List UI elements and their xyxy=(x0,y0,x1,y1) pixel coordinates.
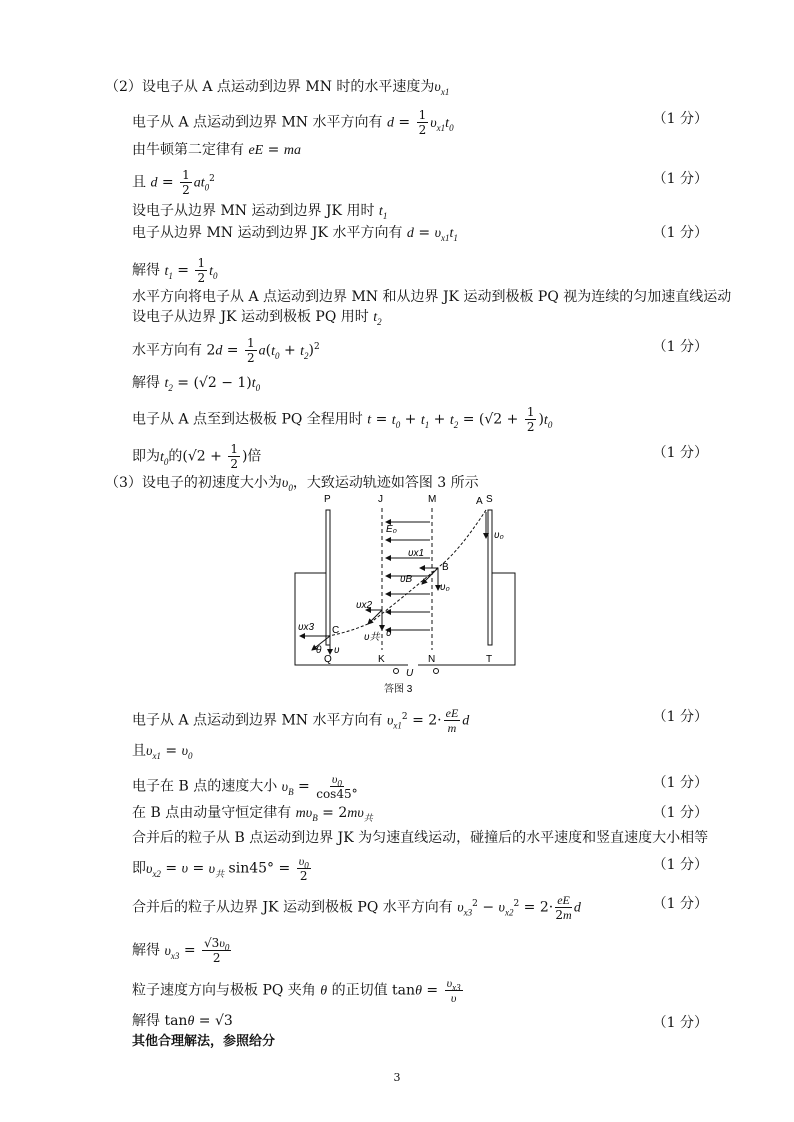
eq-tan-def: 粒子速度方向与极板 PQ 夹角 θ 的正切值 tanθ = $\frac{\upsilon_{x3}}{\upsilon}$ xyxy=(132,976,461,1005)
label-v: υ xyxy=(386,628,392,639)
eq-merged-jk-pq: 合并后的粒子从边界 JK 运动到极板 PQ 水平方向有 $\upsilon_{x3}^2 - \upsilon_{x2}^2 = 2\cdot$ $\frac{eE}{2m}$ d xyxy=(132,893,581,922)
score-1: （1 分） xyxy=(652,111,708,127)
label-v0-a: υ₀ xyxy=(494,530,504,541)
label-k: K xyxy=(378,654,385,665)
eq-total-time: 电子从 A 点至到达极板 PQ 全程用时 $t = t_0 + t_1 + t_2 = (√2$ + $\frac{1}{2}$ )$t_0$ xyxy=(132,405,553,434)
trajectory xyxy=(328,510,486,636)
label-vx1: υx1 xyxy=(408,548,425,559)
set-t2: 设电子从边界 JK 运动到极板 PQ 用时 $t_2$ xyxy=(132,309,382,327)
score-8: （1 分） xyxy=(652,805,708,821)
label-v0-b: υ₀ xyxy=(440,582,450,593)
figure-caption: 答图 3 xyxy=(384,684,413,695)
score-6: （1 分） xyxy=(652,709,708,725)
label-b: B xyxy=(442,562,449,573)
set-t1: 设电子从边界 MN 运动到边界 JK 用时 $t_1$ xyxy=(132,203,388,221)
label-vx3: υx3 xyxy=(298,622,315,633)
arrow-vgong xyxy=(368,610,382,624)
eq-vb: 电子在 B 点的速度大小 $\upsilon_B$ = $\frac{\upsilon_0}{\cos 45^\circ}$ xyxy=(132,772,358,801)
part3-intro: （3）设电子的初速度大小为$\upsilon_0$，大致运动轨迹如答图 3 所示 xyxy=(105,475,479,493)
ie-times: 即为$t_0$的(√2 + $\frac{1}{2}$ )倍 xyxy=(132,442,262,471)
eq-p3-mn: 电子从 A 点运动到边界 MN 水平方向有 $\upsilon_{x1}^2 = 2\cdot$ $\frac{eE}{m}$ d xyxy=(132,706,470,735)
label-u: U xyxy=(406,668,414,679)
figure-svg xyxy=(290,490,520,700)
score-2: （1 分） xyxy=(652,171,708,187)
label-q: Q xyxy=(324,654,332,665)
label-v-c: υ xyxy=(334,645,340,656)
solve-t2: 解得 $t_2 = (√2 - 1)t_0$ xyxy=(132,375,261,393)
eq-mn-horizontal: 电子从 A 点运动到边界 MN 水平方向有 d = $\frac{1}{2}$ $\upsilon_{x1}t_0$ xyxy=(132,108,454,137)
merged-desc: 合并后的粒子从 B 点运动到边界 JK 为匀速直线运动，碰撞后的水平速度和竖直速度大小相等 xyxy=(132,830,709,846)
score-10: （1 分） xyxy=(652,896,708,912)
plate-pq xyxy=(326,510,330,645)
label-j: J xyxy=(378,494,383,505)
eq-newton: 由牛顿第二定律有 eE = ma xyxy=(132,142,301,158)
label-vb: υB xyxy=(400,574,413,585)
terminal-left xyxy=(394,669,399,674)
part2-intro: （2）设电子从 A 点运动到边界 MN 时的水平速度为$\upsilon_{x1}$ xyxy=(105,79,450,97)
solve-tan: 解得 tanθ = √3 xyxy=(132,1013,233,1029)
label-s: S xyxy=(486,494,493,505)
score-7: （1 分） xyxy=(652,775,708,791)
label-theta: θ xyxy=(316,645,322,656)
score-4: （1 分） xyxy=(652,339,708,355)
label-t: T xyxy=(486,654,493,665)
eq-vx1-v0: 且$\upsilon_{x1} = \upsilon_0$ xyxy=(132,743,193,761)
label-a: A xyxy=(476,496,483,507)
eq-2d: 水平方向有 2d = $\frac{1}{2}$ $a(t_0 + t_2)^2$ xyxy=(132,336,320,365)
other-methods-note: 其他合理解法，参照给分 xyxy=(132,1034,276,1049)
label-p: P xyxy=(324,494,331,505)
label-e0: E₀ xyxy=(386,524,397,535)
score-9: （1 分） xyxy=(652,857,708,873)
solve-vx3: 解得 $\upsilon_{x3}$ = $\frac{√3\upsilon_0}{2}$ xyxy=(132,936,230,965)
label-m: M xyxy=(428,494,437,505)
page-number: 3 xyxy=(393,1071,401,1084)
eq-vx2: 即$\upsilon_{x2} = \upsilon = \upsilon_共$ sin45° = $\frac{\upsilon_0}{2}$ xyxy=(132,854,309,883)
horizontal-model: 水平方向将电子从 A 点运动到边界 MN 和从边界 JK 运动到极板 PQ 视为连续的匀加速直线运动 xyxy=(132,289,732,305)
score-5: （1 分） xyxy=(652,445,708,461)
eq-momentum: 在 B 点由动量守恒定律有 $m\upsilon_B = 2m\upsilon_共$ xyxy=(132,805,373,823)
score-3: （1 分） xyxy=(652,225,708,241)
eq-d-at0: 且 d = $\frac{1}{2}$ $at_0^2$ xyxy=(132,168,215,197)
label-c: C xyxy=(332,625,340,636)
score-11: （1 分） xyxy=(652,1015,708,1031)
solve-t1: 解得 $t_1$ = $\frac{1}{2}$ $t_0$ xyxy=(132,256,218,285)
label-vgong: υ共 xyxy=(364,632,380,643)
plate-st xyxy=(488,510,492,645)
terminal-right xyxy=(434,669,439,674)
eq-mn-jk-horizontal: 电子从边界 MN 运动到边界 JK 水平方向有 $d = \upsilon_{x1}t_1$ xyxy=(132,225,458,243)
answer-figure-3 xyxy=(290,490,520,700)
label-vx2: υx2 xyxy=(356,600,373,611)
label-n: N xyxy=(428,654,436,665)
